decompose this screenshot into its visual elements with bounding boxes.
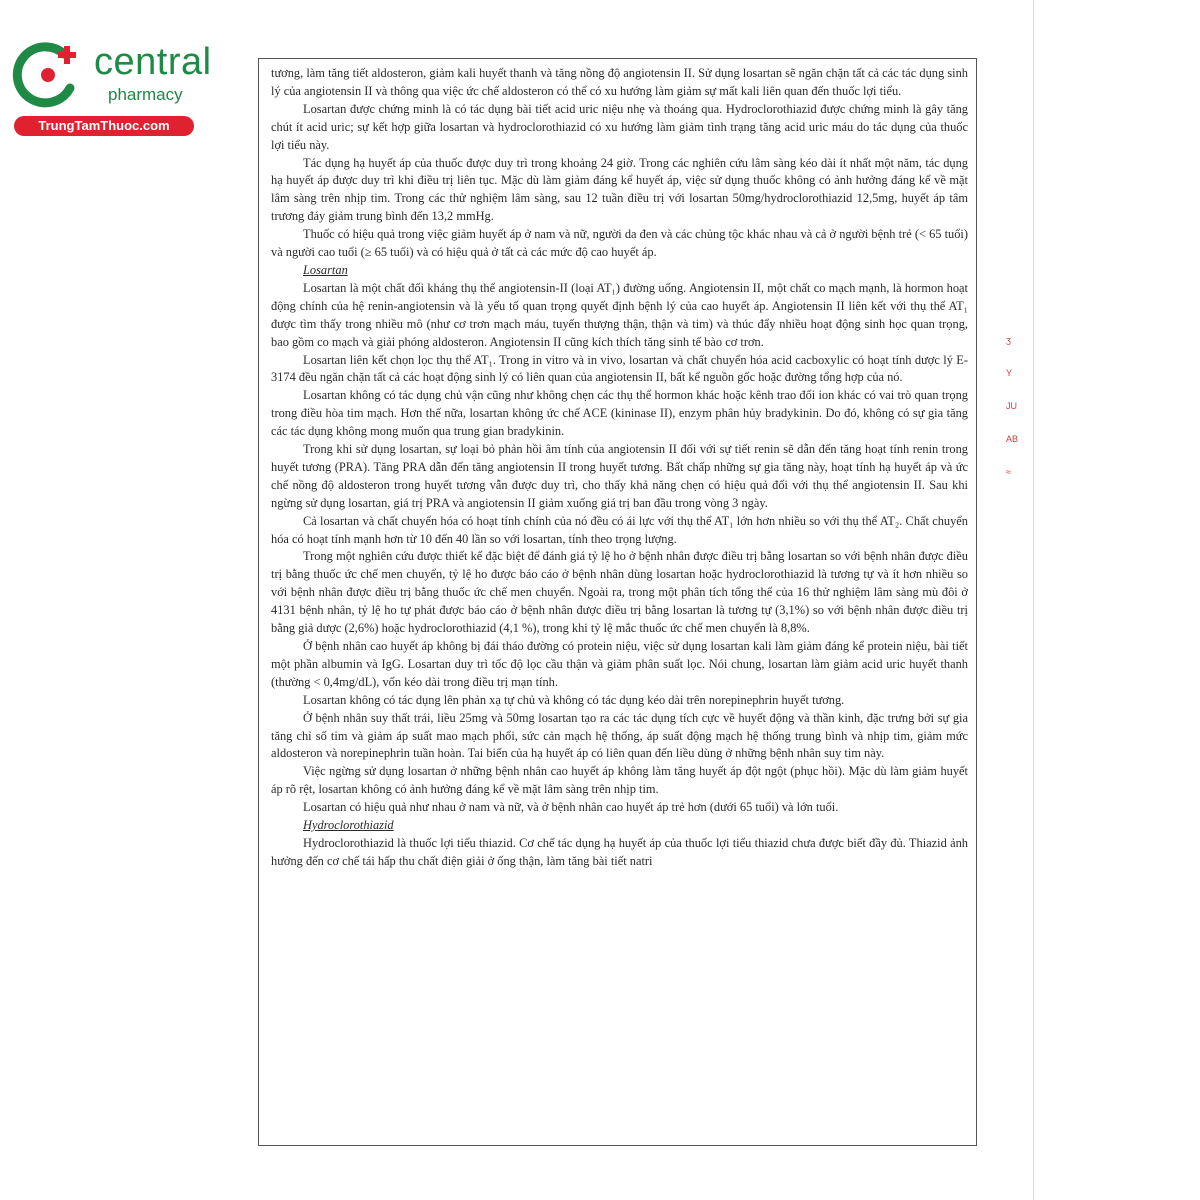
paragraph: Tác dụng hạ huyết áp của thuốc được duy trì trong khoảng 24 giờ. Trong các nghiên cứu lâm sàng kéo dài ít nhất một năm, tác dụng hạ huyết áp được duy trì khi điều trị liên tục. Mặc dù làm giảm đáng kể huyết áp, việc sử dụng thuốc không có ảnh hưởng đáng kể về mặt lâm sàng trên nhịp tim. Trong các thử nghiệm lâm sàng, sau 12 tuần điều trị với losartan 50mg/hydroclorothiazid 12,5mg, huyết áp tâm trương đáy giảm trung bình đến 13,2 mmHg. [271,155,968,224]
paragraph: Ở bệnh nhân cao huyết áp không bị đái tháo đường có protein niệu, việc sử dụng losartan kali làm giảm đáng kể protein niệu, bài tiết một phần albumin và IgG. Losartan duy trì tốc độ lọc cầu thận và giảm phân suất lọc. Nói chung, losartan làm giảm acid uric huyết thanh (thường < 0,4mg/dL), vốn kéo dài trong điều trị mạn tính. [271,639,968,689]
brand-subtitle: pharmacy [108,85,183,104]
paragraph: Trong khi sử dụng losartan, sự loại bỏ phản hồi âm tính của angiotensin II đối với sự tiết renin sẽ dẫn đến tăng hoạt tính renin trong huyết tương (PRA). Tăng PRA dẫn đến tăng angiotensin II trong huyết tương. Bất chấp những sự gia tăng này, hoạt tính hạ huyết áp và ức chế nồng độ aldosteron trong huyết tương vẫn được duy trì, cho thấy khả năng chẹn có hiệu quả đối với thụ thể angiotensin II. Sau khi ngừng sử dụng losartan, giá trị PRA và angiotensin II giảm xuống giá trị ban đầu trong vòng 3 ngày. [271,442,968,510]
paragraph: Losartan là một chất đối kháng thụ thể angiotensin-II (loại AT₁) đường uống. Angiotensin II, một chất co mạch mạnh, là hormon hoạt động chính của hệ renin-angiotensin và là yếu tố quan trọng quyết định bệnh lý của cao huyết áp. Angiotensin II liên kết với thụ thể AT₁ được tìm thấy trong nhiều mô (như cơ trơn mạch máu, tuyến thượng thận, thận và tim) và thúc đẩy nhiều hoạt động sinh học quan trọng, bao gồm co mạch và giải phóng aldosteron. Angiotensin II cũng kích thích tăng sinh tế bào cơ trơn. [271,280,968,349]
leaflet-page [258,58,977,1146]
brand-website[interactable]: TrungTamThuoc.com [14,116,194,136]
paragraph: Losartan liên kết chọn lọc thụ thể AT₁. Trong in vitro và in vivo, losartan và chất chuyển hóa acid cacboxylic có hoạt tính dược lý E-3174 đều ngăn chặn tất cả các hoạt động sinh lý có liên quan của angiotensin II, bất kể nguồn gốc hoặc đường tổng hợp của nó. [271,352,968,385]
central-pharmacy-logo[interactable] [8,34,218,138]
paragraph: Losartan không có tác dụng chủ vận cũng như không chẹn các thụ thể hormon khác hoặc kênh trao đổi ion khác có vai trò quan trọng trong điều hòa tim mạch. Hơn thế nữa, losartan không ức chế ACE (kininase II), enzym phân hủy bradykinin. Do đó, không có sự gia tăng các tác dụng không mong muốn qua trung gian bradykinin. [271,388,968,439]
margin-mark: JU [1006,401,1017,411]
paragraph: Việc ngừng sử dụng losartan ở những bệnh nhân cao huyết áp không làm tăng huyết áp đột ngột (phục hồi). Mặc dù làm giảm huyết áp rõ rệt, losartan không có ảnh hưởng đáng kể về mặt lâm sàng trên nhịp tim. [271,764,968,797]
section-heading: Hydroclorothiazid [303,818,394,833]
paragraph: Losartan có hiệu quả như nhau ở nam và nữ, và ở bệnh nhân cao huyết áp trẻ hơn (dưới 65 tuổi) và lớn tuổi. [303,800,839,815]
margin-mark: ≈ [1006,467,1011,477]
pharmacy-logo-icon [12,38,86,112]
paragraph: Ở bệnh nhân suy thất trái, liều 25mg và 50mg losartan tạo ra các tác dụng tích cực về huyết động và thần kinh, đặc trưng bởi sự gia tăng chỉ số tim và giảm áp suất mao mạch phổi, sức cản mạch hệ thống, áp suất động mạch hệ thống trung bình và nhịp tim, giảm mức aldosteron và norepinephrin tuần hoàn. Tai biến của hạ huyết áp có liên quan đến liều dùng ở những bệnh nhân suy tim này. [271,710,968,761]
paragraph: Losartan không có tác dụng lên phản xạ tự chủ và không có tác dụng kéo dài trên norepinephrin huyết tương. [303,692,845,707]
paragraph: Losartan được chứng minh là có tác dụng bài tiết acid uric niệu nhẹ và thoáng qua. Hydroclorothiazid được chứng minh là gây tăng chút ít acid uric; sự kết hợp giữa losartan và hydroclorothiazid có xu hướng làm giảm tình trạng tăng acid uric máu do tác dụng của thuốc lợi tiểu này. [271,101,968,152]
margin-mark: AB [1006,434,1019,444]
paragraph: Hydroclorothiazid là thuốc lợi tiểu thiazid. Cơ chế tác dụng hạ huyết áp của thuốc lợi tiểu thiazid chưa được biết đầy đủ. Thiazid ảnh hưởng đến cơ chế tái hấp thu chất điện giải ở ống thận, làm tăng bài tiết natri [271,835,968,868]
brand-name: central [94,41,212,83]
margin-mark: Y [1006,368,1013,378]
margin-stamp-marks [1006,335,1030,500]
paragraph: Trong một nghiên cứu được thiết kế đặc biệt để đánh giá tỷ lệ ho ở bệnh nhân được điều trị bằng losartan so với bệnh nhân được điều trị bằng thuốc ức chế men chuyển, tỷ lệ ho được báo cáo ở bệnh nhân dùng losartan hoặc hydroclorothiazid là tương tự và ít hơn nhiều so với bệnh nhân được điều trị bằng thuốc ức chế men chuyển. Ngoài ra, trong một phân tích tổng thể của 16 thử nghiệm lâm sàng mù đôi ở 4131 bệnh nhân, tỷ lệ ho tự phát được báo cáo ở bệnh nhân được điều trị bằng losartan là tương tự (3,1%) so với bệnh nhân được điều trị bằng giả dược (2,6%) hoặc hydroclorothiazid (4,1 %), trong khi tỷ lệ mắc thuốc ức chế men chuyển là 8,8%. [271,549,968,636]
scanned-page-edge [1033,0,1034,1200]
paragraph: Thuốc có hiệu quả trong việc giảm huyết áp ở nam và nữ, người da đen và các chủng tộc khác nhau và cả ở người bệnh trẻ (< 65 tuổi) và người cao tuổi (≥ 65 tuổi) và có hiệu quả ở tất cả các mức độ cao huyết áp. [271,227,968,260]
section-heading: Losartan [303,262,348,277]
paragraph: tương, làm tăng tiết aldosteron, giảm kali huyết thanh và tăng nồng độ angiotensin II. Sử dụng losartan sẽ ngăn chặn tất cả các tác dụng sinh lý của angiotensin II và thông qua việc ức chế aldosteron có thể có xu hướng làm giảm sự mất kali liên quan đến thuốc lợi tiểu. [271,66,968,98]
margin-mark: ʒ [1006,335,1011,345]
paragraph: Cả losartan và chất chuyển hóa có hoạt tính chính của nó đều có ái lực với thụ thể AT₁ lớn hơn nhiều so với thụ thể AT₂. Chất chuyển hóa có hoạt tính mạnh hơn từ 10 đến 40 lần so với losartan, tính theo trọng lượng. [271,513,968,546]
